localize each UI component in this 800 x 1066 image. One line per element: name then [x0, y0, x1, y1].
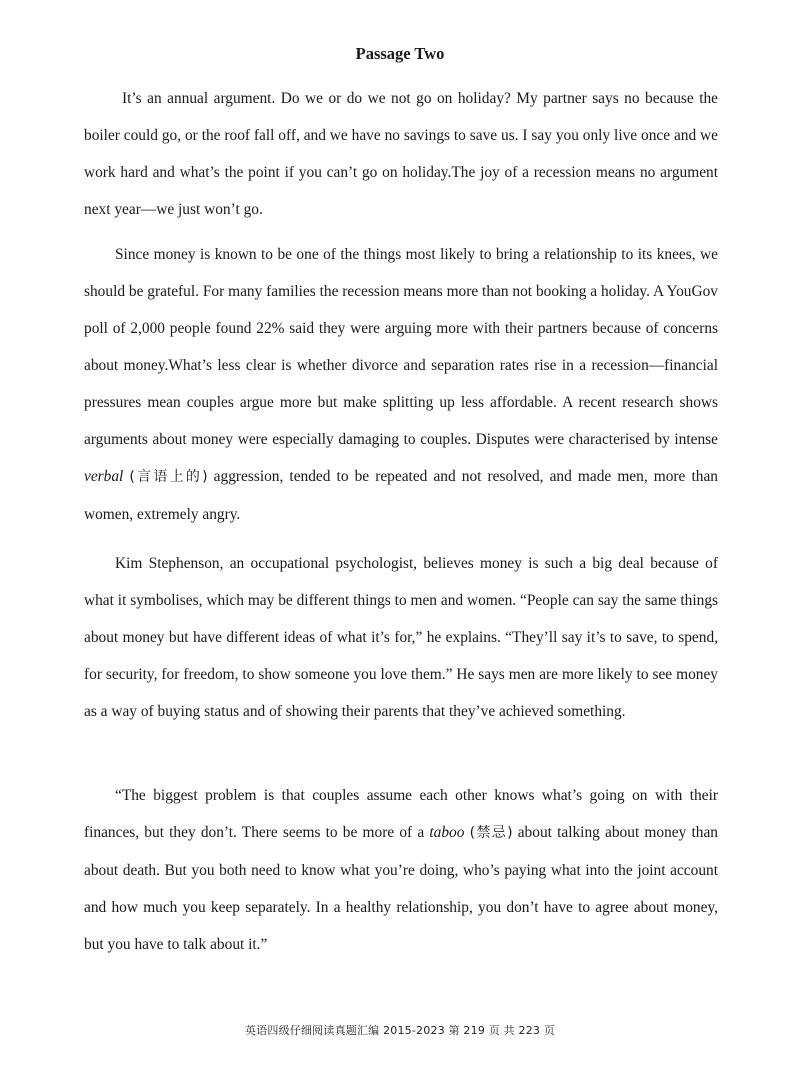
passage-title: Passage Two: [355, 44, 445, 63]
page-footer: 英语四级仔细阅读真题汇编 2015-2023 第 219 页 共 223 页: [244, 1024, 556, 1037]
paragraph-4-text-a: “The biggest problem is that couples assume each other knows what’s going on with their finances, but they don’t. There seems to be more of a: [84, 787, 718, 841]
paragraph-1: It’s an annual argument. Do we or do we not go on holiday? My partner says no because the boiler could go, or the roof fall off, and we have no savings to save us. I say you only live once and we work hard and what’s the point if you can’t go on holiday.The joy of a recession means no argument next year—we just won’t go.: [84, 90, 718, 218]
paragraph-2-text-b: aggression, tended to be repeated and not resolved, and made men, more than women, extremely angry.: [84, 468, 718, 523]
gloss-verbal: (言语上的): [129, 469, 208, 485]
term-verbal: verbal: [84, 468, 124, 485]
gloss-taboo: (禁忌): [469, 825, 513, 841]
paragraph-2-text-a: Since money is known to be one of the things most likely to bring a relationship to its knees, we should be grateful. For many families the recession means more than not booking a holiday. A YouGov poll of 2,000 people found 22% said they were arguing more with their partners because of concerns about money.What’s less clear is whether divorce and separation rates rise in a recession—financial pressures mean couples argue more but make splitting up less affordable. A recent research shows arguments about money were especially damaging to couples. Disputes were characterised by intense: [84, 246, 718, 448]
paragraph-2: [84, 236, 718, 533]
term-taboo: taboo: [429, 824, 465, 841]
paragraph-4-text-b: about talking about money than about death. But you both need to know what you’re doing, who’s paying what into the joint account and how much you keep separately. In a healthy relationship, you don’t have to agree about money, but you have to talk about it.”: [84, 824, 718, 953]
paragraph-4: [84, 777, 718, 963]
paragraph-3: Kim Stephenson, an occupational psychologist, believes money is such a big deal because of what it symbolises, which may be different things to men and women. “People can say the same things about money but have different ideas of what it’s for,” he explains. “They’ll say it’s to save, to spend, for security, for freedom, to show someone you love them.” He says men are more likely to see money as a way of buying status and of showing their parents that they’ve achieved something.: [84, 555, 718, 720]
